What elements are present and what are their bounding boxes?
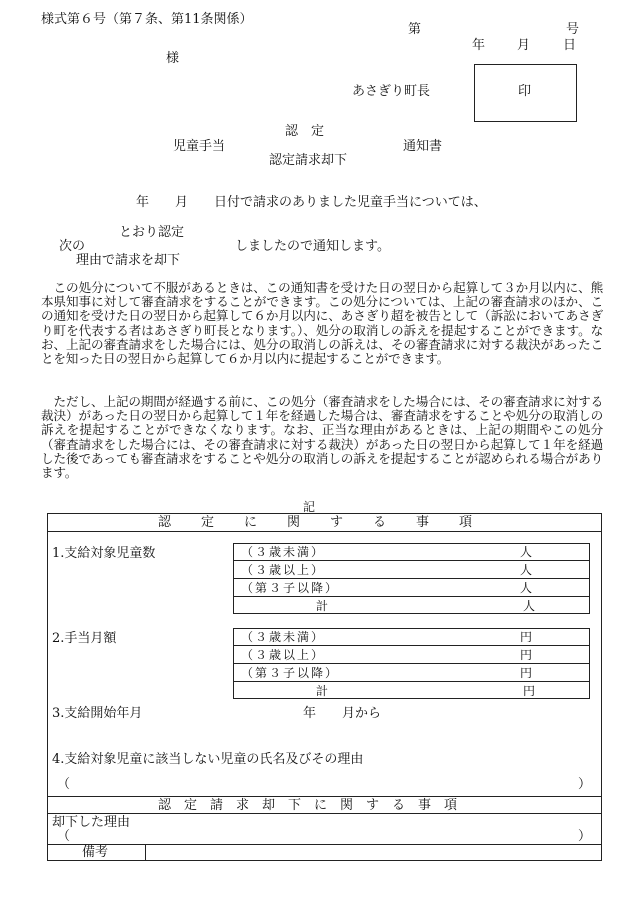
intro-tsugi: 次の [59, 239, 86, 254]
date-month: 月 [517, 38, 531, 53]
item-1-label: 1.支給対象児童数 [52, 546, 156, 561]
item-2-row-3-unit: 円 [520, 666, 533, 680]
title-suffix: 通知書 [403, 139, 443, 154]
divider [233, 663, 590, 664]
remarks-label: 備考 [82, 845, 109, 860]
reason-paren-close: ） [578, 829, 592, 844]
divider [233, 596, 590, 597]
form-number: 様式第６号（第７条、第11条関係） [41, 12, 253, 27]
intro-date-line: 年 月 日付で請求のありました児童手当については、 [136, 195, 487, 210]
item-3-label: 3.支給開始年月 [52, 706, 143, 721]
item-2-row-3-label: （第３子以降） [241, 666, 340, 680]
ki-mark: 記 [303, 500, 316, 514]
divider [233, 645, 590, 646]
item-2-row-1-label: （３歳未満） [241, 630, 326, 644]
item-1-total-unit: 人 [523, 599, 536, 613]
divider [47, 844, 602, 845]
notice-paragraph-1: この処分について不服があるときは、この通知書を受けた日の翌日から起算して３か月以内に、熊本県知事に対して審査請求をすることができます。この処分については、上記の審査請求のほか、この通知を受けた日の翌日から起算して６か月以内に、あさぎり超を被告として（訴訟においてあさぎり町を代表する者はあさぎり町長となります。）、処分の取消しの訴えを提起することができます。なお、上記の審査請求をした場合には、処分の取消しの訴えは、その審査請求に対する裁決があったことを知った日の翌日から起算して６か月以内に提起することができます。 [41, 280, 603, 367]
title-nintei: 認 定 [285, 124, 325, 139]
item-2-total-unit: 円 [523, 684, 536, 698]
divider [233, 578, 590, 579]
item-2-label: 2.手当月額 [52, 631, 117, 646]
divider [233, 560, 590, 561]
item-1-total-label: 計 [316, 599, 329, 613]
intro-option-a: とおり認定 [119, 225, 185, 240]
number-go: 号 [566, 22, 580, 37]
divider [47, 813, 602, 814]
item-1-row-2-unit: 人 [520, 563, 533, 577]
item-1-row-1-label: （３歳未満） [241, 545, 326, 559]
divider [47, 796, 602, 797]
item-2-row-2-label: （３歳以上） [241, 648, 326, 662]
reason-label: 却下した理由 [52, 815, 131, 830]
title-kyakka: 認定請求却下 [269, 153, 348, 168]
item-2-row-2-unit: 円 [520, 648, 533, 662]
item-4-paren-open: （ [57, 777, 71, 792]
intro-tail: しましたので通知します。 [235, 239, 390, 254]
item-4-label: 4.支給対象児童に該当しない児童の氏名及びその理由 [52, 752, 364, 767]
section-1-header: 認定に関する事項 [158, 515, 503, 530]
item-1-row-1-unit: 人 [520, 545, 533, 559]
date-year: 年 [472, 38, 486, 53]
section-2-header: 認定請求却下に関する事項 [158, 798, 471, 813]
seal-mark: 印 [518, 84, 532, 99]
notice-paragraph-2: ただし、上記の期間が経過する前に、この処分（審査請求をした場合には、その審査請求に対する裁決）があった日の翌日から起算して１年を経過した場合は、審査請求をすることや処分の取消しの訴えを提起することができなくなります。なお、正当な理由があるときは、上記の期間やこの処分（審査請求をした場合には、その審査請求に対する裁決）があった日の翌日から起算して１年を経過した後であっても審査請求をすることや処分の取消しの訴えを提起することが認められる場合があります。 [41, 394, 603, 481]
title-prefix: 児童手当 [173, 139, 226, 154]
intro-option-b: 理由で請求を却下 [76, 253, 181, 268]
item-1-row-2-label: （３歳以上） [241, 563, 326, 577]
divider [47, 531, 602, 532]
date-day: 日 [563, 38, 577, 53]
reason-paren-open: （ [57, 829, 71, 844]
item-2-row-1-unit: 円 [520, 630, 533, 644]
issuer-name: あさぎり町長 [352, 84, 431, 99]
addressee-sama: 様 [166, 51, 180, 66]
number-dai: 第 [408, 22, 422, 37]
item-1-row-3-unit: 人 [520, 581, 533, 595]
item-4-paren-close: ） [578, 777, 592, 792]
item-1-row-3-label: （第３子以降） [241, 581, 340, 595]
item-3-value: 年 月から [303, 706, 382, 721]
divider [233, 681, 590, 682]
divider [145, 844, 146, 861]
item-2-total-label: 計 [316, 684, 329, 698]
